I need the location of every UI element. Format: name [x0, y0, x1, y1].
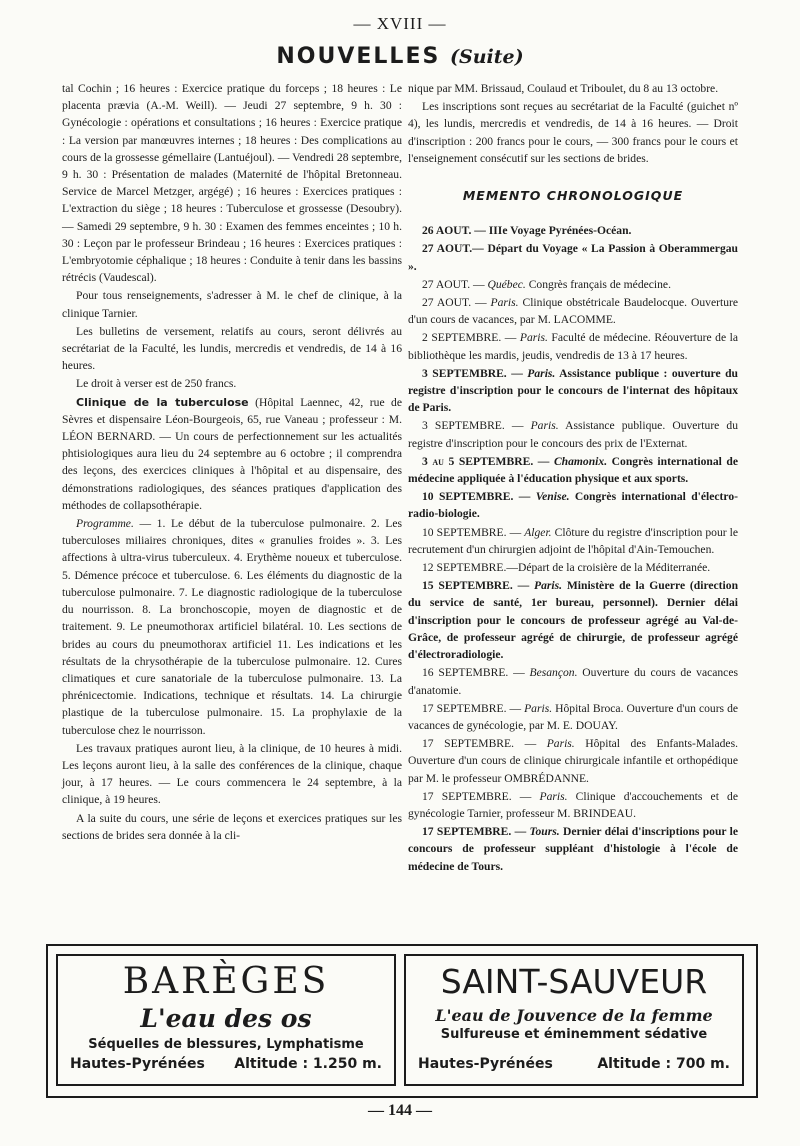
ad-description: Sulfureuse et éminemment sédative — [440, 1027, 708, 1042]
paragraph: Le droit à verser est de 250 francs. — [76, 377, 237, 391]
ad-tagline: L'eau de Jouvence de la femme — [435, 1006, 713, 1025]
paragraph: tal Cochin ; 16 heures : Exercice pratique du forceps ; 18 heures : Le placenta prævia (A.-M. Weill). — Jeudi 27 septembre, 9 h. 30 : Gynécologie : opérations et consultations ; 16 heures : Exercice pratique : La version par manœuvres internes ; 18 heures : Des complications au cours de la grossesse gémellaire (Lantuéjoul). — Vendredi 28 septembre, 9 h. 30 : Présentation de malades (Maternité de l'hôpital Bretonneau. Service de Marcel Metzger, argégé) ; 16 heures : Exercices pratiques : L'extraction du siège ; 18 heures : Tuberculose et grossesse (Desoubry). — Samedi 29 septembre, 9 h. 30 : Examen des femmes enceintes ; 10 h. 30 : Leçon par le professeur Brindeau ; 16 heures : Exercices pratiques : L'embryotomie céphalique ; 18 heures : Conduite à tenir dans les bassins rétrécis (Vaudescal). — [62, 82, 402, 285]
memento-date: 16 SEPTEMBRE. — [422, 666, 509, 680]
page-number: — 144 — — [368, 1102, 432, 1119]
programme-text: — 1. Le début de la tuberculose pulmonaire. 2. Les tuberculoses miliaires chroniques, dites « granulies froides ». 3. Les affections à ultra-virus tuberculeux. 4. Erythème noueux et tuberculose. 5. Démence précoce et tuberculose. 6. Les éléments du diagnostic de la tuberculose pulmonaire. 7. Le diagnostic radiologique de la tuberculose du nourrisson. 8. La bronchoscopie, moyen de diagnostic et de traitement. 9. Le pneumothorax artificiel bilatéral. 10. Les sections de brides au cours du pneumothorax artificiel 11. Les indications et les résultats de la chrysothérapie de la tuberculose pulmonaire. 12. Cures climatiques et cure sanatoriale de la tuberculose pulmonaire. 13. La phrénicectomie. Indications, technique et résultats. 14. La chirurgie plastique de la tuberculose pulmonaire. 15. La prophylaxie de la tuberculose chez le nourrisson. — [62, 517, 402, 737]
tuberculose-heading: Clinique de la tuberculose — [76, 395, 249, 409]
memento-text: — IIIe Voyage Pyrénées-Océan. — [471, 224, 632, 238]
right-column — [408, 80, 738, 875]
memento-entry — [408, 700, 738, 734]
memento-entry — [408, 417, 738, 451]
memento-date: 10 SEPTEMBRE. — [422, 490, 514, 504]
paragraph: Les bulletins de versement, relatifs au cours, seront délivrés au secrétariat de la Faculté, les lundis, mercredis et vendredis, de 14 à 16 heures. — [62, 324, 402, 373]
memento-text: Dernier délai d'inscriptions pour le concours de professeur suppléant d'histologie à l'école de médecine de Tours. — [408, 825, 738, 873]
memento-place: Besançon. — [529, 666, 578, 680]
advertisement-frame — [46, 944, 758, 1098]
memento-entry — [408, 823, 738, 875]
memento-date: 15 SEPTEMBRE. — [422, 579, 513, 593]
memento-text: Hôpital Broca. Ouverture d'un cours de vacances de gynécologie, par M. E. DOUAY. — [408, 701, 739, 732]
memento-entry — [408, 365, 738, 417]
saint-sauveur-ad — [404, 954, 744, 1086]
memento-text: — Départ du Voyage « La Passion à Oberammergau ». — [408, 242, 738, 273]
tuberculose-text: (Hôpital Laennec, 42, rue de Sèvres et dispensaire Léon-Bourgeois, 65, rue Vaneau ; professeur : M. LÉON BERNARD. — Un cours de perfectionnement sur les actualités phtisiologiques aura lieu du 24 septembre au 6 octobre ; il comprendra des leçons, des exercices cliniques à l'hôpital et au dispensaire, des démonstrations radiologiques, des séances pratiques d'application des méthodes de collapsothérapie. — [62, 395, 402, 512]
memento-separator: — — [506, 366, 528, 380]
section-title — [0, 44, 800, 69]
memento-entry — [408, 488, 738, 522]
title-suite: (Suite) — [450, 46, 524, 68]
memento-date: 12 SEPTEMBRE. — [422, 561, 507, 575]
memento-date: 17 SEPTEMBRE. — [422, 701, 507, 715]
ad-region: Hautes-Pyrénées — [70, 1056, 205, 1072]
memento-date: 3 SEPTEMBRE. — [422, 419, 505, 433]
left-column — [62, 80, 402, 844]
memento-separator: — — [471, 296, 491, 310]
memento-text: Faculté de médecine. Réouverture de la bibliothèque les mardis, jeudis, vendredis de 13 à 17 heures. — [408, 331, 739, 362]
bareges-ad — [56, 954, 396, 1086]
memento-place: Paris. — [534, 579, 563, 593]
memento-list — [408, 222, 738, 875]
memento-entry — [408, 294, 738, 328]
memento-separator: — — [508, 666, 530, 680]
memento-place: Paris. — [539, 789, 568, 803]
memento-text: —Départ de la croisière de la Méditerranée. — [506, 561, 711, 575]
memento-date: 3 SEPTEMBRE. — [422, 366, 507, 380]
paragraph: A la suite du cours, une série de leçons et exercices pratiques sur les sections de brides sera donnée à la cli- — [62, 811, 402, 842]
paragraph: Les travaux pratiques auront lieu, à la clinique, de 10 heures à midi. Les leçons auront lieu, à la salle des conférences de la clinique, chaque jour, à 17 heures. — Le cours commencera le 24 septembre, à la clinique, à 19 heures. — [62, 741, 402, 807]
ad-tagline: L'eau des os — [140, 1004, 312, 1033]
memento-separator: — — [506, 525, 525, 539]
memento-date: 27 AOUT. — [422, 277, 471, 291]
memento-separator: — — [512, 579, 535, 593]
memento-entry — [408, 788, 738, 822]
memento-date: 27 AOUT. — [422, 296, 472, 310]
memento-entry — [408, 735, 738, 787]
ad-name: SAINT-SAUVEUR — [440, 962, 708, 1001]
memento-place: Paris. — [530, 419, 559, 433]
memento-date: 17 SEPTEMBRE. — [422, 737, 515, 751]
memento-entry — [408, 276, 738, 293]
memento-separator: — — [501, 331, 520, 345]
ad-footer — [70, 1056, 382, 1072]
memento-entry — [408, 577, 738, 663]
memento-text: Assistance publique. Ouverture du registre d'inscription pour le concours des prix de l'Externat. — [408, 419, 739, 450]
memento-entry — [408, 240, 738, 274]
memento-text: Ministère de la Guerre (direction du service de santé, 1er bureau, personnel). Dernier délai d'inscription pour le concours de professeur agrégé au Val-de-Grâce, de professeur agrégé de chirurgie, de professeur agrégé d'électroradiologie. — [408, 579, 739, 662]
memento-text: Congrès international de médecine appliquée à l'éducation physique et aux sports. — [408, 454, 738, 486]
memento-date: 10 SEPTEMBRE. — [422, 525, 507, 539]
memento-heading: MEMENTO CHRONOLOGIQUE — [462, 188, 684, 204]
memento-text: Ouverture du cours de vacances d'anatomie. — [408, 666, 738, 697]
memento-separator: — — [514, 737, 547, 751]
memento-date: 2 SEPTEMBRE. — [422, 331, 502, 345]
memento-separator: — — [513, 490, 536, 504]
memento-date: 26 AOUT. — [422, 224, 472, 238]
memento-entry — [408, 524, 738, 558]
memento-place: Paris. — [546, 737, 575, 751]
memento-place: Québec. — [487, 277, 526, 291]
memento-separator: — — [511, 789, 540, 803]
memento-text: Clinique d'accouchements et de gynécologie Tarnier, professeur M. BRINDEAU. — [408, 789, 738, 820]
paragraph: Les inscriptions sont reçues au secrétariat de la Faculté (guichet nº 4), les lundis, mercredis et vendredis, de 14 à 16 heures. — Droit d'inscription : 200 francs pour le cours, — 300 francs pour le cours et l'enseignement consécutif sur les sections de brides. — [408, 100, 738, 165]
memento-place: Paris. — [527, 366, 556, 380]
memento-date: 3 au 5 SEPTEMBRE. — [422, 454, 534, 468]
memento-text: Clinique obstétricale Baudelocque. Ouverture d'un cours de vacances, par M. LACOMME. — [408, 296, 738, 327]
memento-date: 17 SEPTEMBRE. — [422, 825, 512, 839]
memento-separator: — — [506, 701, 525, 715]
ad-footer — [418, 1056, 730, 1072]
memento-entry — [408, 329, 738, 363]
ad-altitude: Altitude : 700 m. — [597, 1056, 730, 1072]
title-text: NOUVELLES — [276, 44, 441, 69]
memento-text: Clôture du registre d'inscription pour le recrutement d'un chirurgien adjoint de l'hôpital d'Ain-Temouchen. — [408, 525, 739, 556]
paragraph: nique par MM. Brissaud, Coulaud et Triboulet, du 8 au 13 octobre. — [408, 82, 719, 95]
memento-entry — [408, 559, 738, 576]
memento-text: Congrès international d'électro-radio-biologie. — [408, 490, 739, 521]
page-folio: — XVIII — — [353, 14, 447, 33]
memento-place: Paris. — [490, 296, 519, 310]
tuberculose-paragraph — [62, 394, 402, 514]
memento-date: 17 SEPTEMBRE. — [422, 789, 512, 803]
memento-place: Tours. — [529, 825, 560, 839]
memento-separator: — — [511, 825, 530, 839]
memento-place: Paris. — [519, 331, 548, 345]
programme-label: Programme. — [76, 517, 134, 531]
memento-place: Paris. — [524, 701, 553, 715]
memento-place: Alger. — [524, 525, 552, 539]
memento-separator: — — [470, 277, 488, 291]
memento-date: 27 AOUT. — [422, 242, 473, 256]
paragraph: Pour tous renseignements, s'adresser à M. le chef de clinique, à la clinique Tarnier. — [62, 289, 402, 320]
memento-entry — [408, 453, 738, 487]
memento-place: Chamonix. — [553, 454, 608, 468]
memento-entry — [408, 222, 738, 239]
ad-name: BARÈGES — [122, 961, 330, 1002]
memento-separator: — — [533, 454, 554, 468]
memento-text: Congrès français de médecine. — [525, 277, 671, 291]
ad-description: Séquelles de blessures, Lymphatisme — [88, 1037, 364, 1052]
ad-region: Hautes-Pyrénées — [418, 1056, 553, 1072]
memento-text: Assistance publique : ouverture du registre d'inscription pour le concours de l'internat des hôpitaux de Paris. — [408, 366, 739, 415]
programme-paragraph — [62, 515, 402, 739]
memento-separator: — — [504, 419, 531, 433]
ad-altitude: Altitude : 1.250 m. — [234, 1056, 382, 1072]
memento-entry — [408, 664, 738, 698]
memento-place: Venise. — [535, 490, 570, 504]
memento-text: Hôpital des Enfants-Malades. Ouverture d'un cours de clinique chirurgicale infantile et orthopédique par M. le professeur OMBRÉDANNE. — [408, 737, 738, 785]
